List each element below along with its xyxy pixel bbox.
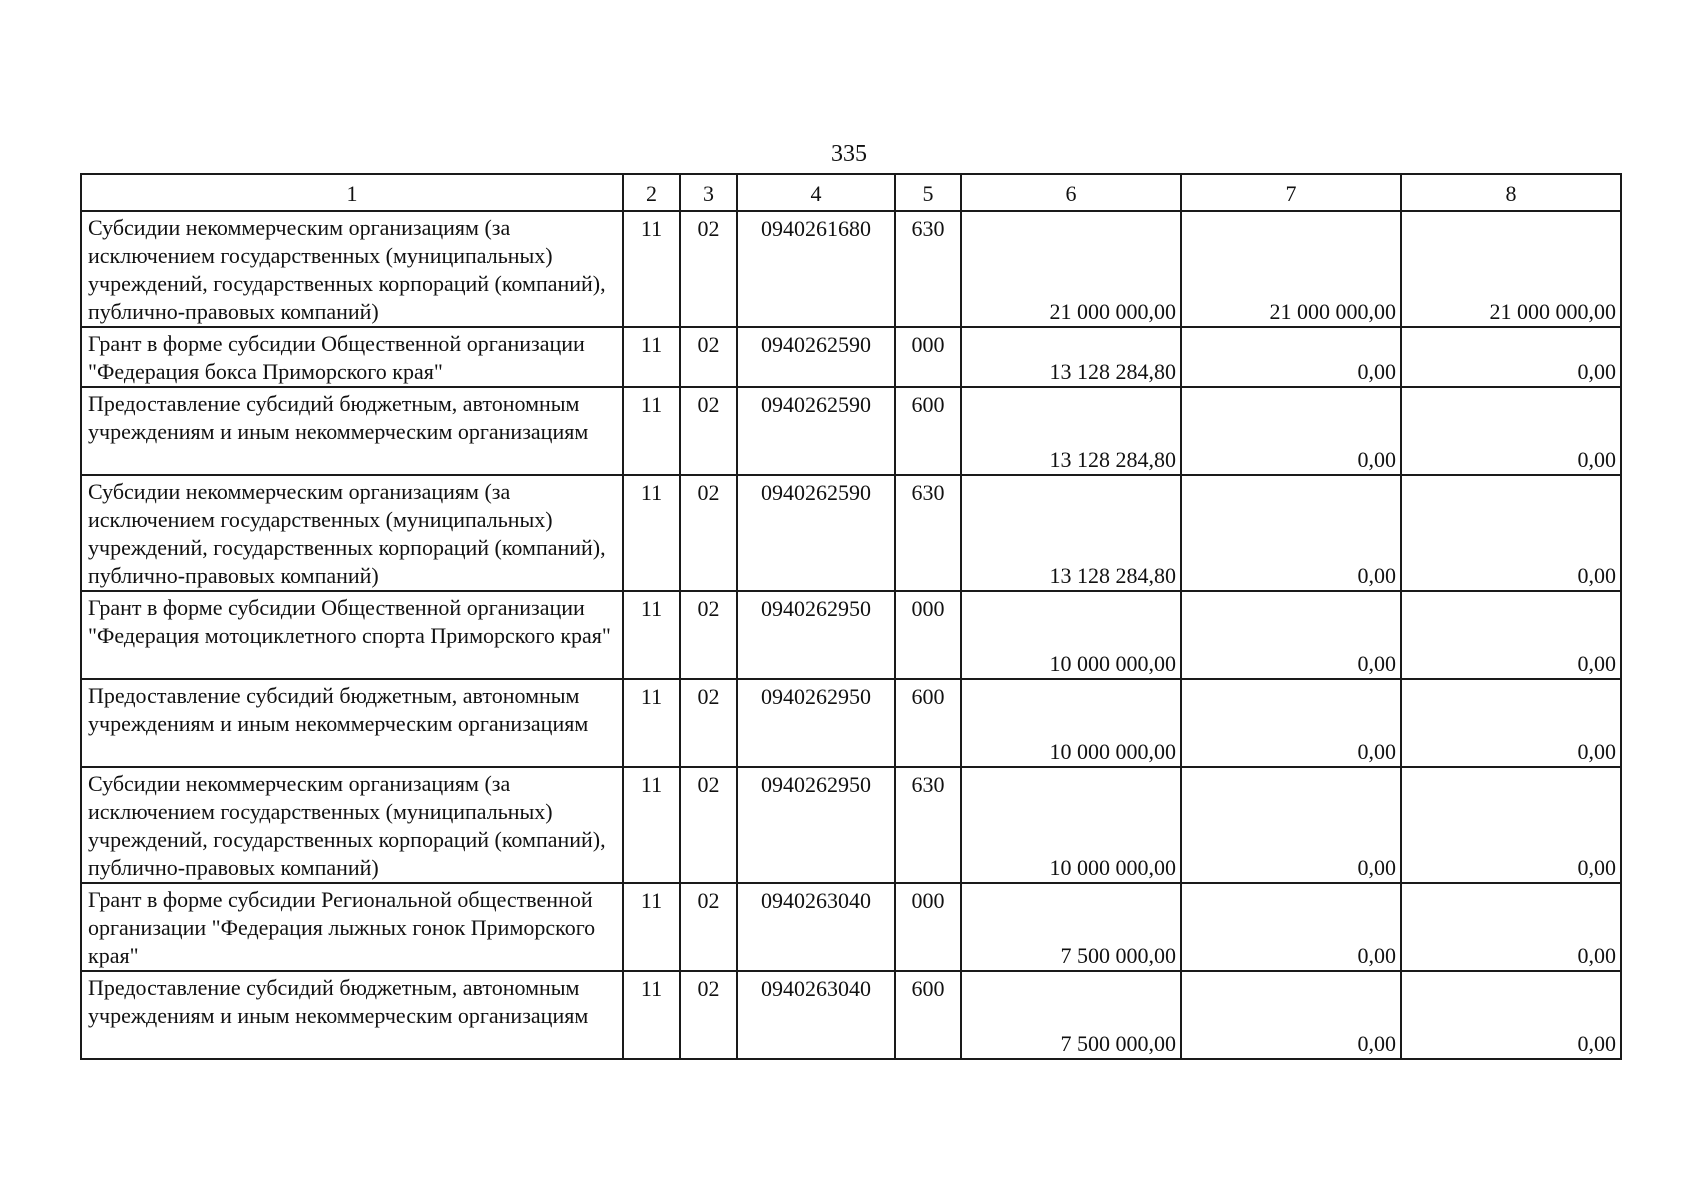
target-article-cell: 0940262590 — [737, 327, 895, 387]
header-row — [81, 174, 1621, 211]
amount-cell: 21 000 000,00 — [1401, 211, 1621, 327]
column-header: 5 — [895, 174, 961, 211]
table-body — [81, 211, 1621, 1059]
expense-type-cell: 000 — [895, 591, 961, 679]
description-cell: Субсидии некоммерческим организациям (за исключением государственных (муниципальных) учреждений, государственных корпораций (компаний), публично-правовых компаний) — [81, 767, 623, 883]
section-cell: 11 — [623, 387, 680, 475]
amount-cell: 21 000 000,00 — [961, 211, 1181, 327]
section-cell: 11 — [623, 327, 680, 387]
page-number: 335 — [831, 141, 867, 167]
amount-cell: 7 500 000,00 — [961, 883, 1181, 971]
subsection-cell: 02 — [680, 591, 737, 679]
target-article-cell: 0940262950 — [737, 591, 895, 679]
expense-type-cell: 630 — [895, 475, 961, 591]
subsection-cell: 02 — [680, 767, 737, 883]
amount-cell: 0,00 — [1181, 883, 1401, 971]
column-header: 2 — [623, 174, 680, 211]
expense-type-cell: 630 — [895, 767, 961, 883]
table-row — [81, 883, 1621, 971]
table-row — [81, 971, 1621, 1059]
description-cell: Предоставление субсидий бюджетным, автономным учреждениям и иным некоммерческим организациям — [81, 971, 623, 1059]
table-row — [81, 327, 1621, 387]
expense-type-cell: 600 — [895, 679, 961, 767]
amount-cell: 0,00 — [1401, 327, 1621, 387]
table-row — [81, 475, 1621, 591]
amount-cell: 0,00 — [1401, 387, 1621, 475]
amount-cell: 0,00 — [1181, 387, 1401, 475]
subsection-cell: 02 — [680, 679, 737, 767]
amount-cell: 21 000 000,00 — [1181, 211, 1401, 327]
description-cell: Грант в форме субсидии Региональной общественной организации "Федерация лыжных гонок Приморского края" — [81, 883, 623, 971]
section-cell: 11 — [623, 591, 680, 679]
description-cell: Субсидии некоммерческим организациям (за исключением государственных (муниципальных) учреждений, государственных корпораций (компаний), публично-правовых компаний) — [81, 211, 623, 327]
subsection-cell: 02 — [680, 211, 737, 327]
table-row — [81, 679, 1621, 767]
amount-cell: 10 000 000,00 — [961, 679, 1181, 767]
amount-cell: 0,00 — [1401, 883, 1621, 971]
section-cell: 11 — [623, 883, 680, 971]
target-article-cell: 0940263040 — [737, 883, 895, 971]
section-cell: 11 — [623, 971, 680, 1059]
amount-cell: 0,00 — [1181, 971, 1401, 1059]
subsection-cell: 02 — [680, 883, 737, 971]
amount-cell: 7 500 000,00 — [961, 971, 1181, 1059]
target-article-cell: 0940262950 — [737, 679, 895, 767]
table-row — [81, 211, 1621, 327]
amount-cell: 13 128 284,80 — [961, 327, 1181, 387]
table-row — [81, 387, 1621, 475]
expense-type-cell: 600 — [895, 971, 961, 1059]
target-article-cell: 0940262590 — [737, 475, 895, 591]
column-header: 4 — [737, 174, 895, 211]
section-cell: 11 — [623, 767, 680, 883]
amount-cell: 0,00 — [1401, 679, 1621, 767]
section-cell: 11 — [623, 211, 680, 327]
target-article-cell: 0940261680 — [737, 211, 895, 327]
section-cell: 11 — [623, 475, 680, 591]
expense-type-cell: 000 — [895, 883, 961, 971]
budget-table — [80, 173, 1622, 1060]
amount-cell: 0,00 — [1401, 591, 1621, 679]
expense-type-cell: 600 — [895, 387, 961, 475]
description-cell: Субсидии некоммерческим организациям (за исключением государственных (муниципальных) учреждений, государственных корпораций (компаний), публично-правовых компаний) — [81, 475, 623, 591]
target-article-cell: 0940262590 — [737, 387, 895, 475]
column-header: 8 — [1401, 174, 1621, 211]
description-cell: Грант в форме субсидии Общественной организации "Федерация бокса Приморского края" — [81, 327, 623, 387]
amount-cell: 13 128 284,80 — [961, 475, 1181, 591]
target-article-cell: 0940263040 — [737, 971, 895, 1059]
description-cell: Грант в форме субсидии Общественной организации "Федерация мотоциклетного спорта Приморского края" — [81, 591, 623, 679]
table-row — [81, 591, 1621, 679]
subsection-cell: 02 — [680, 971, 737, 1059]
amount-cell: 0,00 — [1181, 767, 1401, 883]
amount-cell: 0,00 — [1181, 475, 1401, 591]
target-article-cell: 0940262950 — [737, 767, 895, 883]
column-header: 7 — [1181, 174, 1401, 211]
expense-type-cell: 000 — [895, 327, 961, 387]
amount-cell: 0,00 — [1401, 475, 1621, 591]
subsection-cell: 02 — [680, 387, 737, 475]
section-cell: 11 — [623, 679, 680, 767]
amount-cell: 0,00 — [1181, 591, 1401, 679]
amount-cell: 10 000 000,00 — [961, 767, 1181, 883]
description-cell: Предоставление субсидий бюджетным, автономным учреждениям и иным некоммерческим организациям — [81, 679, 623, 767]
column-header: 3 — [680, 174, 737, 211]
amount-cell: 0,00 — [1181, 327, 1401, 387]
column-header: 6 — [961, 174, 1181, 211]
amount-cell: 0,00 — [1401, 971, 1621, 1059]
subsection-cell: 02 — [680, 327, 737, 387]
amount-cell: 0,00 — [1401, 767, 1621, 883]
subsection-cell: 02 — [680, 475, 737, 591]
description-cell: Предоставление субсидий бюджетным, автономным учреждениям и иным некоммерческим организациям — [81, 387, 623, 475]
amount-cell: 0,00 — [1181, 679, 1401, 767]
amount-cell: 13 128 284,80 — [961, 387, 1181, 475]
table-row — [81, 767, 1621, 883]
amount-cell: 10 000 000,00 — [961, 591, 1181, 679]
expense-type-cell: 630 — [895, 211, 961, 327]
column-header: 1 — [81, 174, 623, 211]
